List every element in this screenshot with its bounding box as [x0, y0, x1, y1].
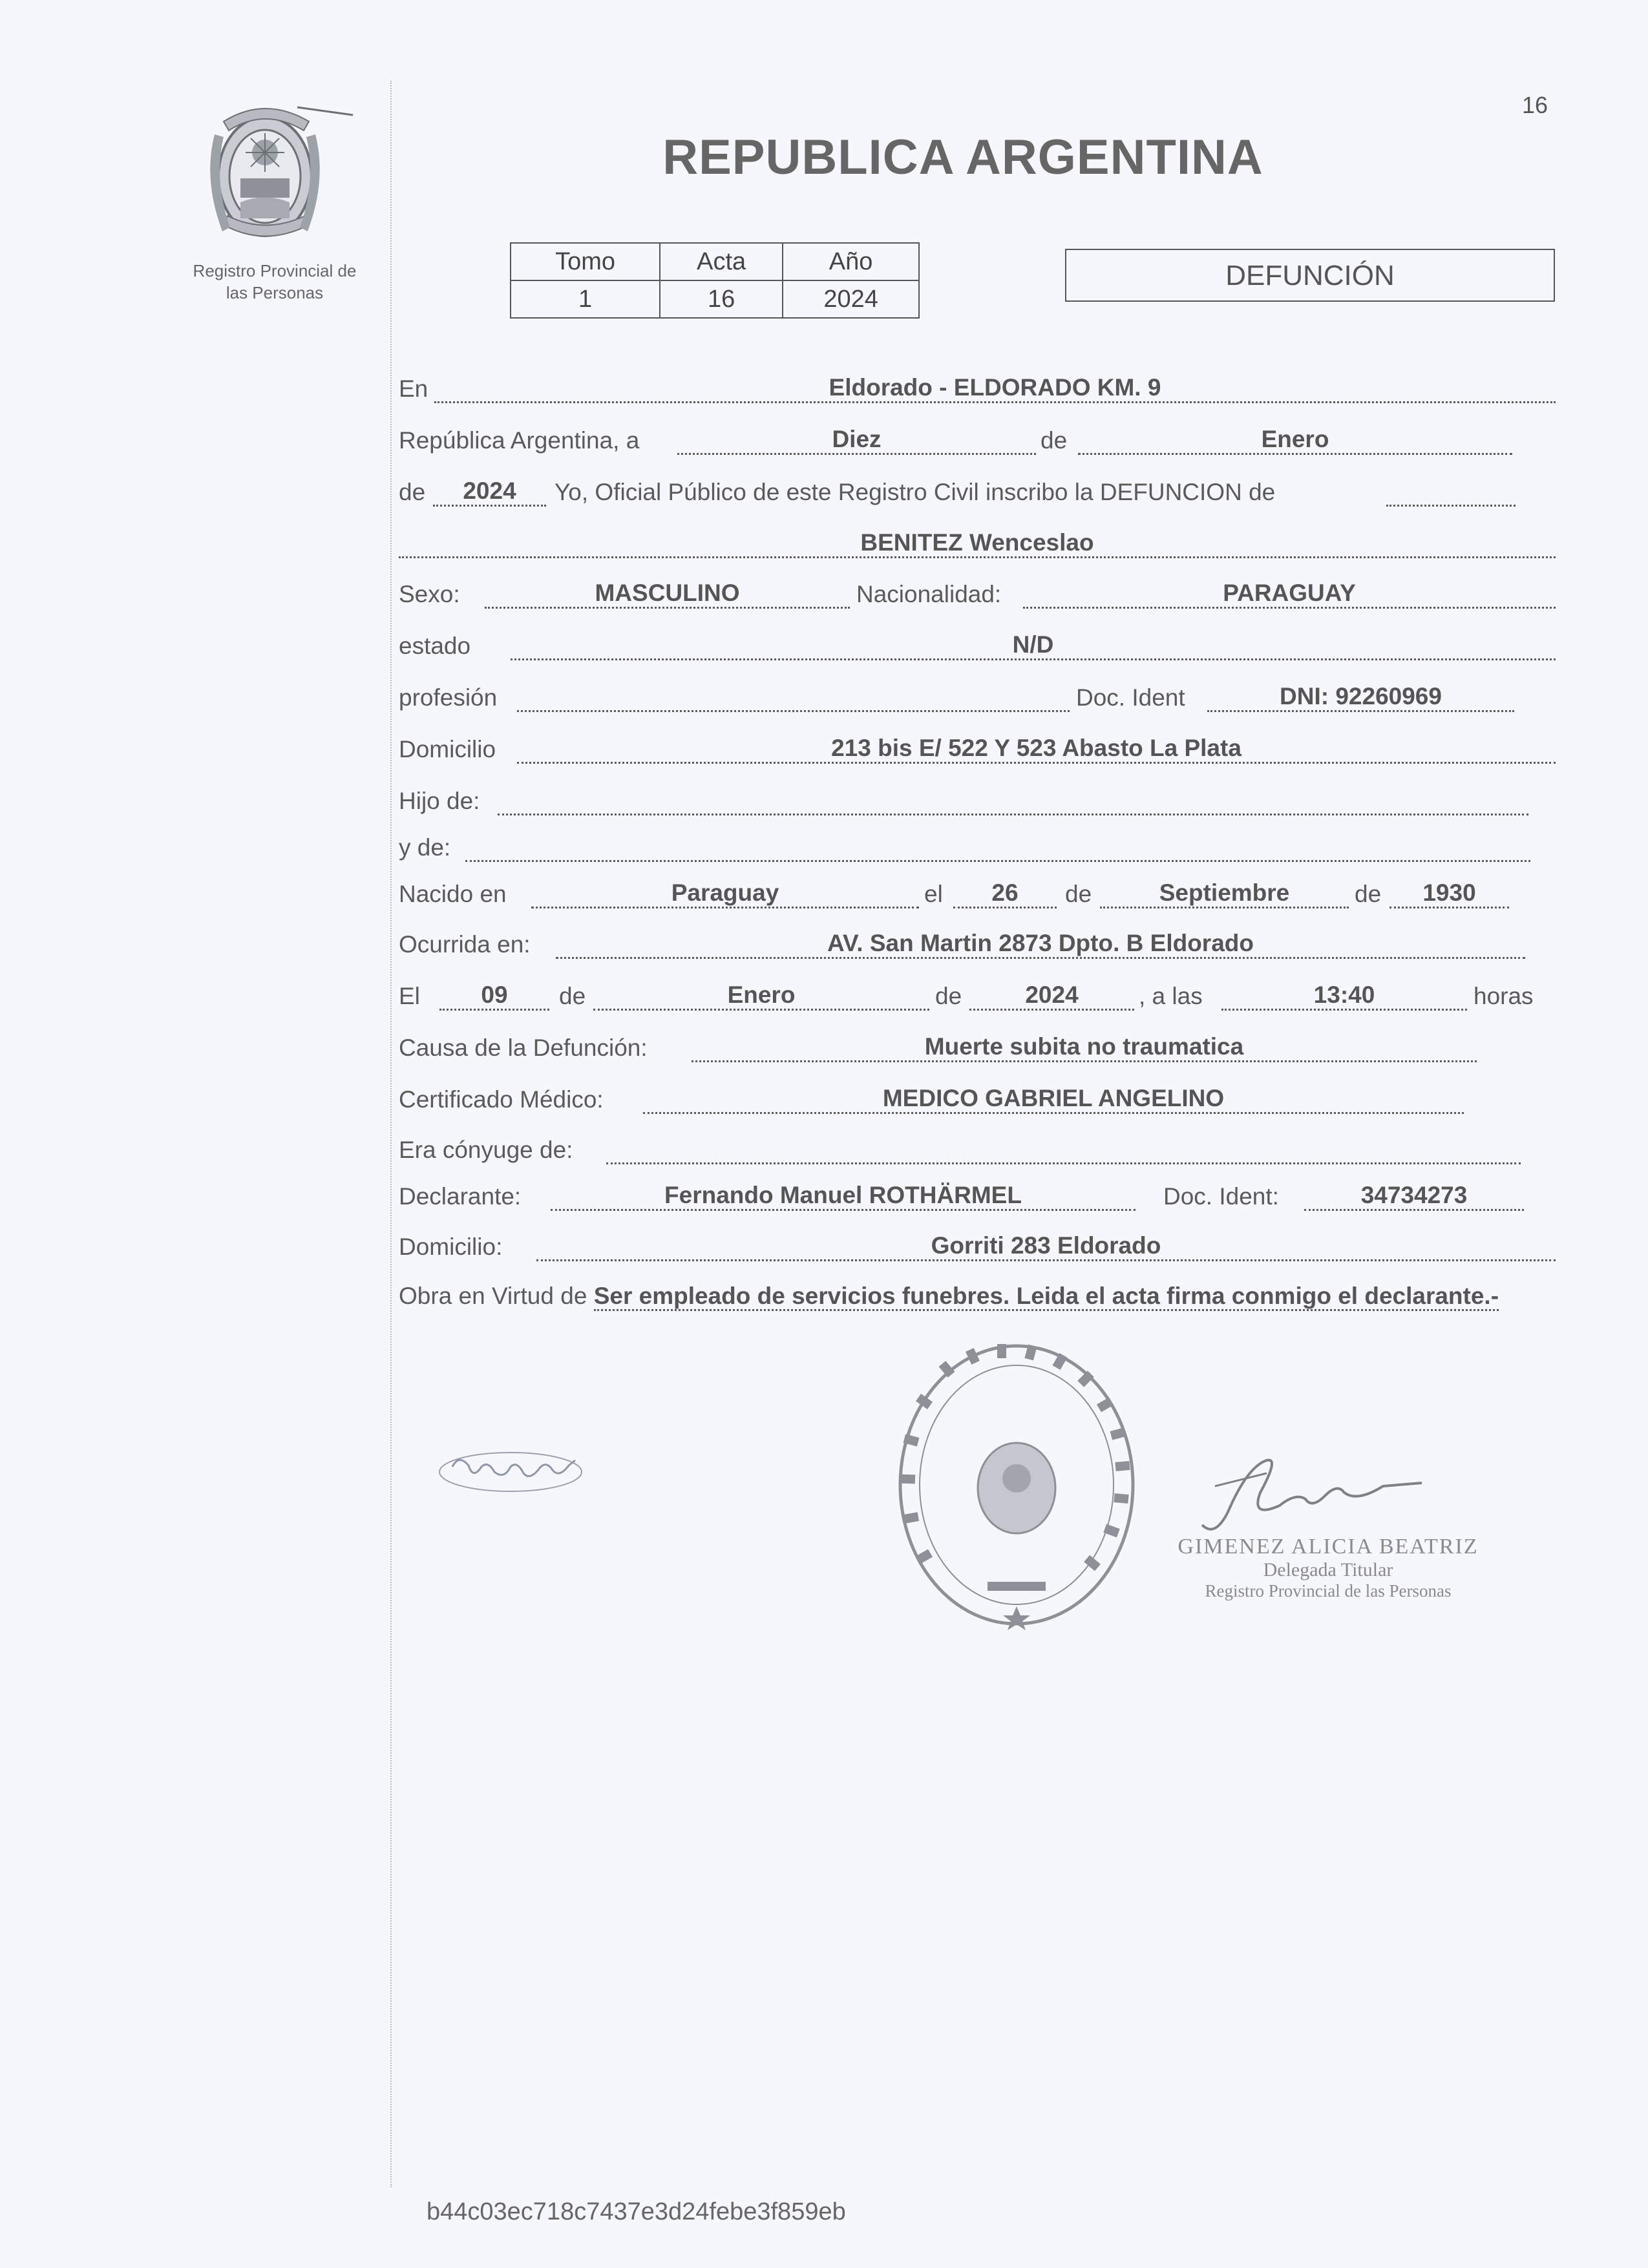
declarante-field: Fernando Manuel ROTHÄRMEL — [551, 1182, 1136, 1211]
conyuge-field — [606, 1136, 1521, 1164]
sexo-field: MASCULINO — [485, 580, 850, 609]
horas-label: horas — [1474, 983, 1534, 1009]
acta-value-tomo: 1 — [511, 280, 660, 318]
decl-doc-field: 34734273 — [1304, 1182, 1524, 1211]
yde-field — [465, 834, 1530, 862]
declarant-signature-icon — [433, 1441, 595, 1499]
decl-domicilio-label: Domicilio: — [399, 1234, 503, 1260]
conyuge-label: Era cónyuge de: — [399, 1137, 573, 1163]
alas-label: , a las — [1139, 983, 1203, 1009]
acta-header-tomo: Tomo — [511, 243, 660, 280]
year-field: 2024 — [433, 478, 546, 507]
acta-value-acta: 16 — [660, 280, 783, 318]
de-label-4: de — [1355, 881, 1382, 907]
inscribo-text: Yo, Oficial Público de este Registro Civil inscribo la DEFUNCION de — [555, 479, 1276, 505]
profesion-field — [517, 684, 1070, 712]
document-hash: b44c03ec718c7437e3d24febe3f859eb — [427, 2198, 846, 2225]
death-year-field: 2024 — [969, 982, 1134, 1011]
profesion-label: profesión — [399, 684, 498, 711]
nacionalidad-field: PARAGUAY — [1023, 580, 1556, 609]
doc-ident-field: DNI: 92260969 — [1207, 684, 1514, 712]
declarante-label: Declarante: — [399, 1183, 522, 1210]
domicilio-field: 213 bis E/ 522 Y 523 Abasto La Plata — [517, 735, 1556, 764]
ocurrida-label: Ocurrida en: — [399, 931, 531, 958]
doc-ident-label: Doc. Ident — [1076, 684, 1185, 711]
day-field: Diez — [677, 426, 1036, 455]
signer-role: Delegada Titular — [1263, 1559, 1393, 1580]
decl-domicilio-field: Gorriti 283 Eldorado — [536, 1233, 1556, 1261]
month-field: Enero — [1078, 426, 1512, 455]
page-number: 16 — [1522, 92, 1548, 118]
acta-table — [510, 242, 920, 319]
nacido-en-field: Paraguay — [531, 880, 919, 908]
estado-label: estado — [399, 633, 471, 659]
obra-text: Ser empleado de servicios funebres. Leida el acta firma conmigo el declarante.- — [594, 1283, 1499, 1311]
provincial-crest-icon — [200, 96, 362, 257]
nacionalidad-label: Nacionalidad: — [856, 581, 1002, 607]
official-signature-icon — [1189, 1447, 1435, 1544]
causa-field: Muerte subita no traumatica — [692, 1034, 1477, 1062]
de-label-5: de — [559, 983, 586, 1009]
el-label: el — [924, 881, 943, 907]
acta-header-acta: Acta — [660, 243, 783, 280]
birth-year-field: 1930 — [1389, 880, 1509, 908]
de-label-3: de — [1065, 881, 1092, 907]
registry-caption — [165, 260, 385, 304]
death-month-field: Enero — [593, 982, 929, 1011]
hijo-field — [498, 787, 1528, 815]
obra-paragraph — [399, 1279, 1556, 1313]
signer-name: GIMENEZ ALICIA BEATRIZ — [1178, 1535, 1479, 1559]
certificado-label: Certificado Médico: — [399, 1086, 604, 1113]
page-title: REPUBLICA ARGENTINA — [662, 130, 1263, 185]
signer-block — [1167, 1535, 1490, 1601]
margin-divider — [390, 81, 392, 2187]
deceased-name-field: BENITEZ Wenceslao — [399, 530, 1556, 558]
yde-label: y de: — [399, 834, 451, 861]
republica-label: República Argentina, a — [399, 427, 640, 454]
sexo-label: Sexo: — [399, 581, 460, 607]
acta-value-anio: 2024 — [783, 280, 919, 318]
registry-seal-icon — [891, 1336, 1143, 1633]
birth-month-field: Septiembre — [1100, 880, 1349, 908]
de-label-6: de — [935, 983, 962, 1009]
decl-doc-label: Doc. Ident: — [1163, 1183, 1279, 1210]
de-label-1: de — [1041, 427, 1068, 454]
causa-label: Causa de la Defunción: — [399, 1034, 648, 1061]
domicilio-label: Domicilio — [399, 736, 496, 762]
inscribo-blank — [1386, 478, 1516, 507]
ocurrida-field: AV. San Martin 2873 Dpto. B Eldorado — [556, 930, 1525, 959]
place-field: Eldorado - ELDORADO KM. 9 — [434, 375, 1556, 403]
birth-day-field: 26 — [953, 880, 1057, 908]
death-day-field: 09 — [439, 982, 549, 1011]
en-label: En — [399, 375, 428, 402]
El-label: El — [399, 983, 420, 1009]
nacido-label: Nacido en — [399, 881, 507, 907]
certificado-field: MEDICO GABRIEL ANGELINO — [643, 1086, 1464, 1114]
registry-caption-line2: las Personas — [226, 283, 324, 302]
de-label-2: de — [399, 479, 426, 505]
signer-office: Registro Provincial de las Personas — [1205, 1581, 1452, 1601]
registry-caption-line1: Registro Provincial de — [193, 261, 357, 280]
record-type-box: DEFUNCIÓN — [1065, 249, 1555, 302]
acta-header-anio: Año — [783, 243, 919, 280]
hour-field: 13:40 — [1221, 982, 1467, 1011]
estado-field: N/D — [511, 632, 1556, 660]
obra-label: Obra en Virtud de — [399, 1283, 587, 1309]
hijo-label: Hijo de: — [399, 788, 480, 814]
